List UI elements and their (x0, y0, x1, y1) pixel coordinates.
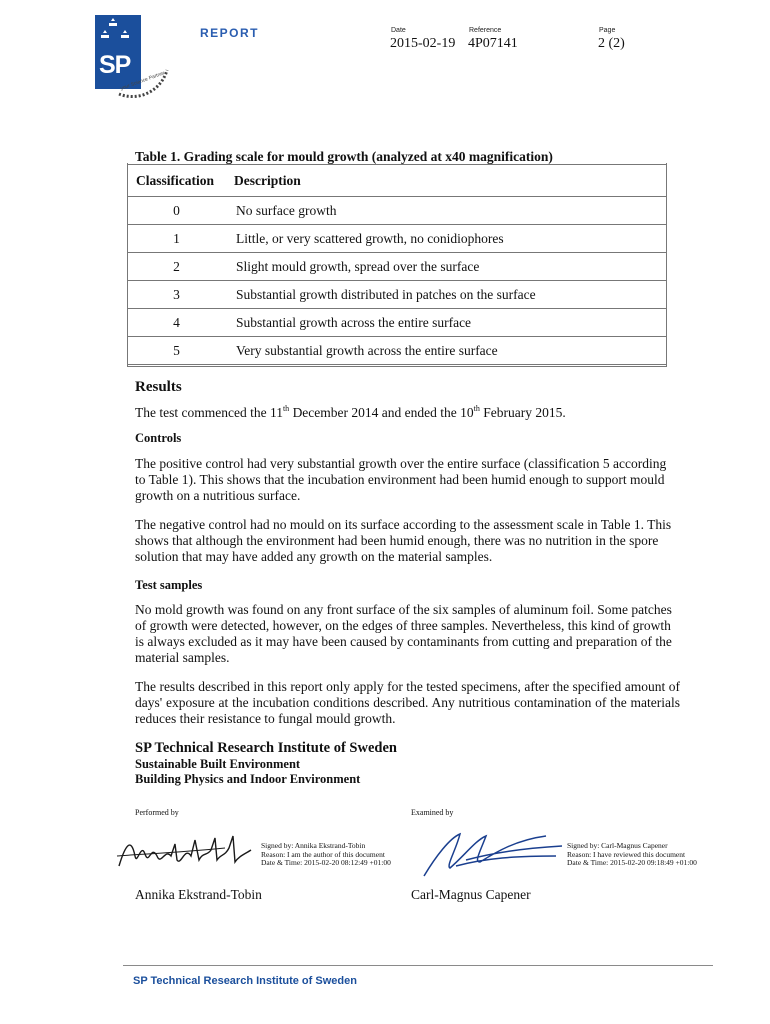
intro-text-part: The test commenced the 11 (135, 405, 283, 420)
stamp-reason: Reason: I am the author of this document (261, 849, 385, 859)
performer-signature-stamp (261, 842, 391, 868)
science-partner-arc (105, 60, 185, 122)
footer-text: SP Technical Research Institute of Sweden (133, 975, 357, 987)
test-samples-heading: Test samples (135, 578, 203, 592)
reference-label: Reference (469, 27, 502, 34)
description-cell: Slight mould growth, spread over the surface (232, 253, 667, 281)
controls-heading: Controls (135, 431, 182, 445)
table-row (127, 253, 667, 281)
examiner-signature-image (416, 826, 566, 882)
grade-cell: 1 (127, 225, 232, 253)
table-row (127, 197, 667, 225)
results-heading: Results (135, 379, 182, 395)
performer-signature-image (115, 826, 255, 876)
organization-division: Sustainable Built Environment (135, 757, 301, 771)
table-row (127, 309, 667, 337)
examined-by-label: Examined by (411, 808, 454, 817)
logo-text: SP (99, 51, 131, 79)
description-cell: Substantial growth distributed in patches on the surface (232, 281, 667, 309)
footer-divider (123, 965, 713, 966)
performer-name: Annika Ekstrand-Tobin (135, 887, 262, 902)
performed-by-label: Performed by (135, 808, 179, 817)
examiner-name: Carl-Magnus Capener (411, 887, 531, 902)
intro-text-part: December 2014 and ended the 10 (289, 405, 474, 420)
intro-superscript: th (282, 404, 290, 413)
stamp-datetime: Date & Time: 2015-02-20 09:18:49 +01:00 (567, 858, 697, 867)
samples-paragraph-2: The results described in this report only apply for the tested specimens, after the specified amount of days' exposure at the incubation conditions described. Any nutritious contamination of the materials reduces their resistance to fungal mould growth. (135, 679, 680, 726)
logo-tagline: your Science Partner (119, 70, 166, 92)
organization-name: SP Technical Research Institute of Sweden (135, 740, 397, 756)
table-caption: Table 1. Grading scale for mould growth (analyzed at x40 magnification) (135, 149, 553, 164)
samples-paragraph-1: No mold growth was found on any front surface of the six samples of aluminum foil. Some patches of growth were detected, however, on the edges of three samples. Nevertheless, this kind of growth is always excluded as it may have been caused by contaminants from cutting and preparation of the material samples. (135, 602, 672, 665)
page-label: Page (599, 27, 616, 34)
table-row (127, 337, 667, 365)
stamp-reason: Reason: I have reviewed this document (567, 849, 686, 859)
examiner-signature-stamp (567, 842, 697, 868)
intro-text-part: February 2015. (479, 405, 566, 420)
controls-paragraph-1: The positive control had very substantial growth over the entire surface (classification 5 according to Table 1). This shows that the incubation environment had been humid enough to support mould growth on a nutritious surface. (135, 456, 667, 503)
column-header-classification: Classification (127, 165, 232, 197)
date-label: Date (391, 27, 406, 34)
organization-department: Building Physics and Indoor Environment (135, 772, 361, 786)
report-label: REPORT (200, 26, 260, 40)
description-cell: Very substantial growth across the entire surface (232, 337, 667, 365)
stamp-signed-by: Signed by: Carl-Magnus Capener (567, 841, 668, 850)
grade-cell: 5 (127, 337, 232, 365)
grade-cell: 2 (127, 253, 232, 281)
grade-cell: 4 (127, 309, 232, 337)
grade-cell: 0 (127, 197, 232, 225)
grade-cell: 3 (127, 281, 232, 309)
table-row (127, 225, 667, 253)
intro-superscript: th (473, 404, 480, 413)
stamp-datetime: Date & Time: 2015-02-20 08:12:49 +01:00 (261, 858, 391, 867)
reference-value: 4P07141 (468, 36, 518, 51)
results-intro (135, 405, 680, 421)
page-value: 2 (2) (598, 36, 625, 51)
table-header-row (127, 165, 667, 197)
table-row (127, 281, 667, 309)
column-header-description: Description (232, 165, 667, 197)
description-cell: Substantial growth across the entire surface (232, 309, 667, 337)
date-value: 2015-02-19 (390, 36, 456, 51)
stamp-signed-by: Signed by: Annika Ekstrand-Tobin (261, 841, 366, 850)
description-cell: Little, or very scattered growth, no conidiophores (232, 225, 667, 253)
description-cell: No surface growth (232, 197, 667, 225)
controls-paragraph-2: The negative control had no mould on its surface according to the assessment scale in Table 1. This shows that although the environment had been humid enough, there was no nutrition in the spore solution that may have added any growth on the material samples. (135, 517, 672, 564)
grading-table (127, 164, 667, 365)
